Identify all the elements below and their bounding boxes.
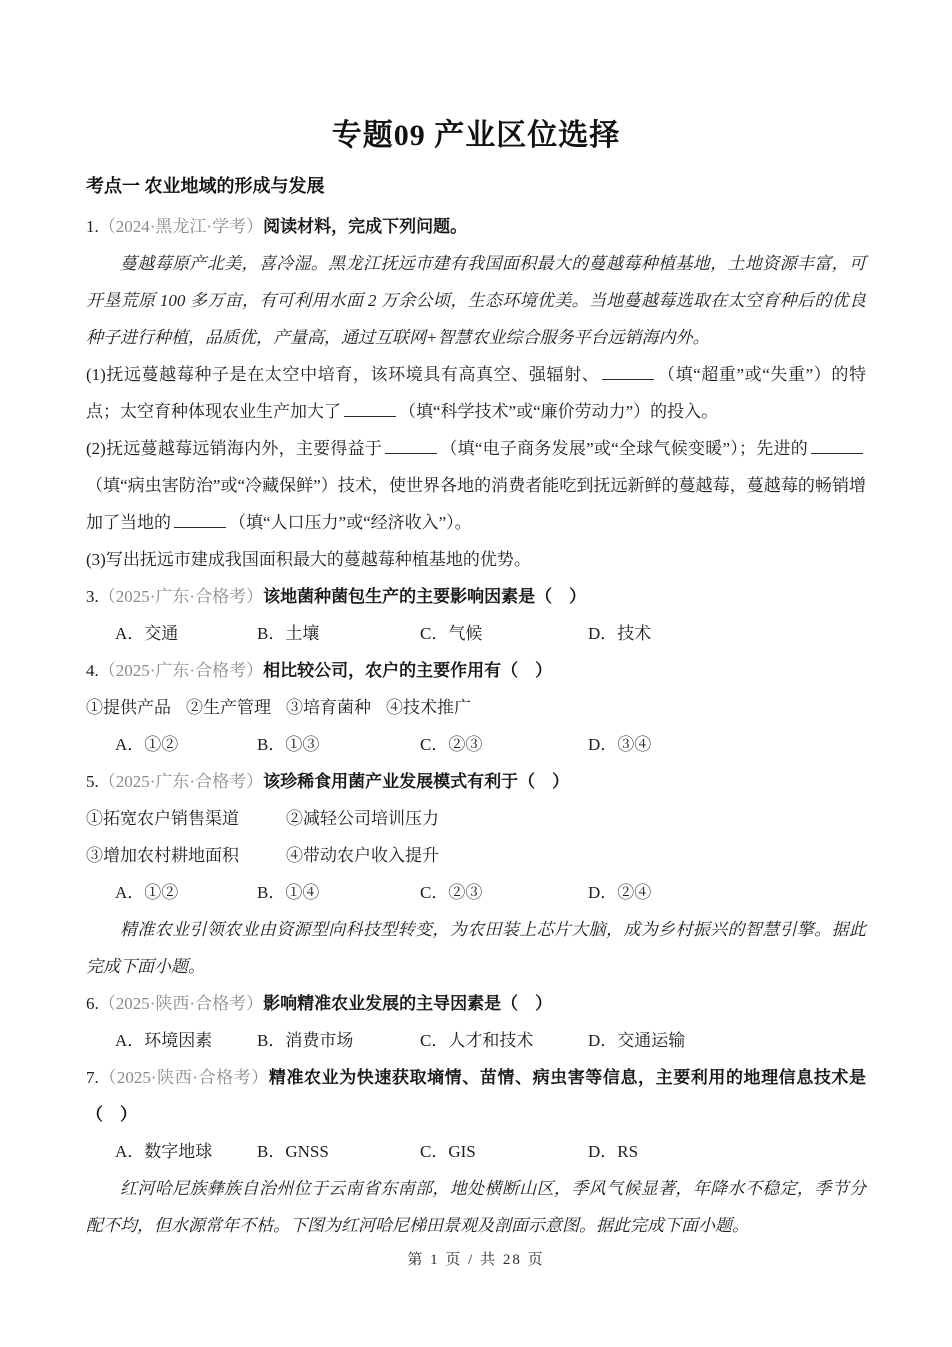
material-paragraph-honghe-hani: 红河哈尼族彝族自治州位于云南省东南部，地处横断山区，季风气候显著，年降水不稳定，季节分配不均，但水源常年不枯。下图为红河哈尼梯田景观及剖面示意图。据此完成下面小题。 — [86, 1179, 866, 1235]
question-7-options — [86, 1133, 866, 1170]
option-d: D．技术 — [588, 624, 652, 643]
question-4-stem: 相比较公司，农户的主要作用有（ ） — [263, 661, 553, 680]
fill-in-blank — [174, 527, 226, 528]
question-1-stem: 阅读材料，完成下列问题。 — [263, 217, 468, 236]
question-1-material: 蔓越莓原产北美，喜冷湿。黑龙江抚远市建有我国面积最大的蔓越莓种植基地，土地资源丰富，可开垦荒原 100 多万亩，有可利用水面 2 万余公顷，生态环境优美。当地蔓越莓选取在太空育种后的优良种子进行种植，品质优，产量高，通过互联网+智慧农业综合服务平台远销海内外。 — [86, 254, 866, 347]
question-6-stem: 影响精准农业发展的主导因素是（ ） — [263, 994, 553, 1013]
option-a: A．数字地球 — [115, 1142, 213, 1161]
question-3-stem: 该地菌种菌包生产的主要影响因素是（ ） — [263, 587, 587, 606]
option-c: C．人才和技术 — [420, 1031, 534, 1050]
question-1-citation: （2024·黑龙江·学考） — [98, 217, 264, 236]
question-1-sub-3: (3)写出抚远市建成我国面积最大的蔓越莓种植基地的优势。 — [86, 550, 531, 569]
question-4-options — [86, 726, 866, 763]
fill-in-blank — [811, 453, 863, 454]
question-3-number: 3. — [86, 587, 99, 606]
numbered-item-3: ③培育菌种 — [286, 698, 371, 717]
option-c: C．气候 — [420, 624, 483, 643]
numbered-item-2: ②减轻公司培训压力 — [286, 809, 439, 828]
option-a: A．①② — [115, 883, 179, 902]
numbered-item-3: ③增加农村耕地面积 — [86, 846, 239, 865]
option-d: D．RS — [588, 1142, 639, 1161]
option-c: C．②③ — [420, 883, 483, 902]
question-5-stem: 该珍稀食用菌产业发展模式有利于（ ） — [263, 772, 570, 791]
numbered-item-4: ④带动农户收入提升 — [286, 846, 439, 865]
question-6-number: 6. — [86, 994, 99, 1013]
question-6-heading — [86, 985, 866, 1022]
question-7-citation: （2025·陕西·合格考） — [98, 1068, 269, 1087]
fill-in-blank — [385, 453, 437, 454]
question-6-options — [86, 1022, 866, 1059]
page-footer: 第 1 页 / 共 28 页 — [407, 1252, 545, 1268]
option-b: B．消费市场 — [257, 1031, 354, 1050]
material-paragraph-precision-agriculture: 精准农业引领农业由资源型向科技型转变，为农田装上芯片大脑，成为乡村振兴的智慧引擎。据此完成下面小题。 — [86, 920, 866, 976]
question-5-heading — [86, 763, 866, 800]
option-d: D．交通运输 — [588, 1031, 686, 1050]
question-4-citation: （2025·广东·合格考） — [98, 661, 264, 680]
option-c: C．GIS — [420, 1142, 476, 1161]
question-7-heading — [86, 1059, 866, 1133]
question-3-heading — [86, 578, 866, 615]
question-4-numbered-items — [86, 689, 866, 726]
question-5-numbered-items-row-1 — [86, 800, 866, 837]
numbered-item-2: ②生产管理 — [186, 698, 271, 717]
question-5-number: 5. — [86, 772, 99, 791]
question-6-citation: （2025·陕西·合格考） — [98, 994, 264, 1013]
page-title: 专题09 产业区位选择 — [331, 119, 621, 152]
question-4-heading — [86, 652, 866, 689]
option-b: B．①④ — [257, 883, 320, 902]
question-7-number: 7. — [86, 1068, 99, 1087]
option-b: B．GNSS — [257, 1142, 329, 1161]
question-3-options — [86, 615, 866, 652]
option-a: A．①② — [115, 735, 179, 754]
option-d: D．③④ — [588, 735, 652, 754]
sub-question-text: (1)抚远蔓越莓种子是在太空中培育，该环境具有高真空、强辐射、 — [86, 365, 600, 384]
option-c: C．②③ — [420, 735, 483, 754]
question-1-heading — [86, 208, 866, 245]
option-a: A．环境因素 — [115, 1031, 213, 1050]
fill-in-blank — [344, 416, 396, 417]
question-1-sub-1 — [86, 356, 866, 430]
sub-question-text: （填“科学技术”或“廉价劳动力”）的投入。 — [399, 402, 719, 421]
question-5-numbered-items-row-2 — [86, 837, 866, 874]
option-a: A．交通 — [115, 624, 179, 643]
numbered-item-1: ①拓宽农户销售渠道 — [86, 809, 239, 828]
question-3-citation: （2025·广东·合格考） — [98, 587, 264, 606]
sub-question-text: （填“人口压力”或“经济收入”）。 — [229, 513, 472, 532]
question-5-citation: （2025·广东·合格考） — [98, 772, 264, 791]
question-5-options — [86, 874, 866, 911]
sub-question-text: （填“超重”或“失重”）的特点；太空育种体现农业生产加大了 — [86, 365, 867, 421]
question-4-number: 4. — [86, 661, 99, 680]
option-b: B．①③ — [257, 735, 320, 754]
section-heading: 考点一 农业地域的形成与发展 — [86, 176, 325, 196]
question-7-stem: 精准农业为快速获取墒情、苗情、病虫害等信息，主要利用的地理信息技术是（ ） — [86, 1068, 866, 1124]
numbered-item-1: ①提供产品 — [86, 698, 171, 717]
question-1-sub-2 — [86, 430, 866, 541]
option-b: B．土壤 — [257, 624, 320, 643]
sub-question-text: （填“病虫害防治”或“冷藏保鲜”）技术，使世界各地的消费者能吃到抚远新鲜的蔓越莓，蔓越莓的畅销增加了当地的 — [86, 476, 866, 532]
question-1-number: 1. — [86, 217, 99, 236]
numbered-item-4: ④技术推广 — [386, 698, 471, 717]
fill-in-blank — [602, 379, 654, 380]
sub-question-text: (2)抚远蔓越莓远销海内外，主要得益于 — [86, 439, 383, 458]
option-d: D．②④ — [588, 883, 652, 902]
sub-question-text: （填“电子商务发展”或“全球气候变暖”）；先进的 — [440, 439, 808, 458]
